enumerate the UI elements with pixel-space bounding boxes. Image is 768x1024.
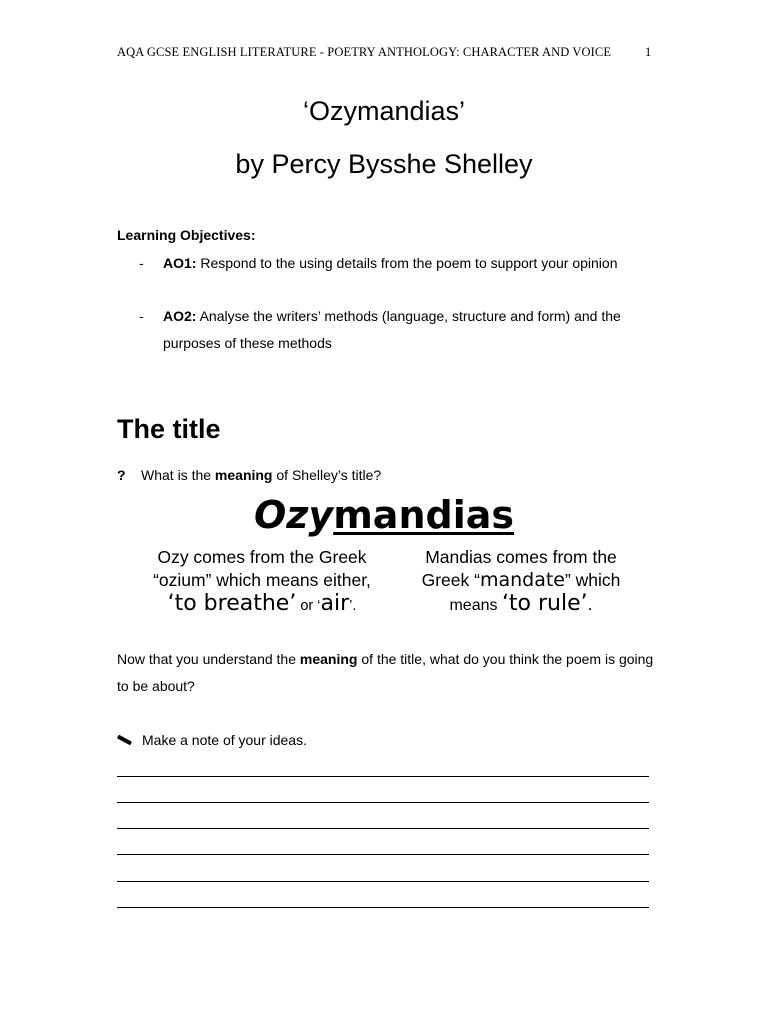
answer-line[interactable] xyxy=(117,802,649,803)
meaning-breathe: ‘to breathe’ xyxy=(167,591,297,616)
note-instruction xyxy=(117,732,307,748)
meaning-rule: ‘to rule’ xyxy=(501,591,588,616)
author-line: by Percy Bysshe Shelley xyxy=(235,149,533,179)
etymology-ozy xyxy=(127,546,397,618)
question-line xyxy=(117,467,381,483)
etymology-post: ” which xyxy=(564,570,621,590)
objective-text: Analyse the writers’ methods (language, structure and form) and the purposes of these methods xyxy=(163,308,621,351)
pencil-icon xyxy=(117,735,132,746)
running-title: AQA GCSE ENGLISH LITERATURE - POETRY ANTHOLOGY: CHARACTER AND VOICE xyxy=(117,45,612,59)
prompt-paragraph xyxy=(117,646,657,700)
objective-code: AO1: xyxy=(163,255,197,271)
etymology-line: “ozium” which means either, xyxy=(153,570,371,590)
bullet-dash: - xyxy=(139,255,144,271)
punctuation: ’. xyxy=(349,598,357,614)
meaning-air: air xyxy=(320,591,350,616)
note-text: Make a note of your ideas. xyxy=(142,732,307,748)
objective-code: AO2: xyxy=(163,308,197,324)
para-post: of the title, what do you think the poem is going to be about? xyxy=(117,651,654,694)
para-bold: meaning xyxy=(299,651,358,667)
answer-line[interactable] xyxy=(117,907,649,908)
title-word xyxy=(0,490,768,540)
objective-item xyxy=(117,303,657,356)
mandate-word: mandate xyxy=(479,569,565,591)
answer-line[interactable] xyxy=(117,881,649,882)
question-bold: meaning xyxy=(214,467,273,483)
para-pre: Now that you understand the xyxy=(117,651,300,667)
or-text: or ‘ xyxy=(296,598,321,614)
etymology-mandias xyxy=(386,546,656,617)
etymology-pre: Greek “ xyxy=(421,570,480,590)
answer-line[interactable] xyxy=(117,776,649,777)
question-pre: What is the xyxy=(141,467,215,483)
page-number: 1 xyxy=(645,45,652,59)
answer-line[interactable] xyxy=(117,854,649,855)
objective-text: Respond to the using details from the poem to support your opinion xyxy=(196,255,618,271)
title-word-suffix: mandias xyxy=(333,493,514,537)
learning-objectives-heading: Learning Objectives: xyxy=(117,227,256,243)
section-heading: The title xyxy=(117,414,221,444)
objective-item xyxy=(117,250,657,277)
answer-line[interactable] xyxy=(117,828,649,829)
running-header xyxy=(117,45,657,60)
poem-title: ‘Ozymandias’ xyxy=(302,96,466,126)
etymology-line: Mandias comes from the xyxy=(425,547,617,567)
etymology-line: Ozy comes from the Greek xyxy=(157,547,367,567)
bullet-dash: - xyxy=(139,308,144,324)
title-word-prefix: Ozy xyxy=(254,493,334,537)
question-post: of Shelley’s title? xyxy=(272,467,382,483)
punctuation: . xyxy=(587,594,593,614)
means-text: means xyxy=(449,597,502,614)
question-mark-icon: ? xyxy=(117,467,126,483)
